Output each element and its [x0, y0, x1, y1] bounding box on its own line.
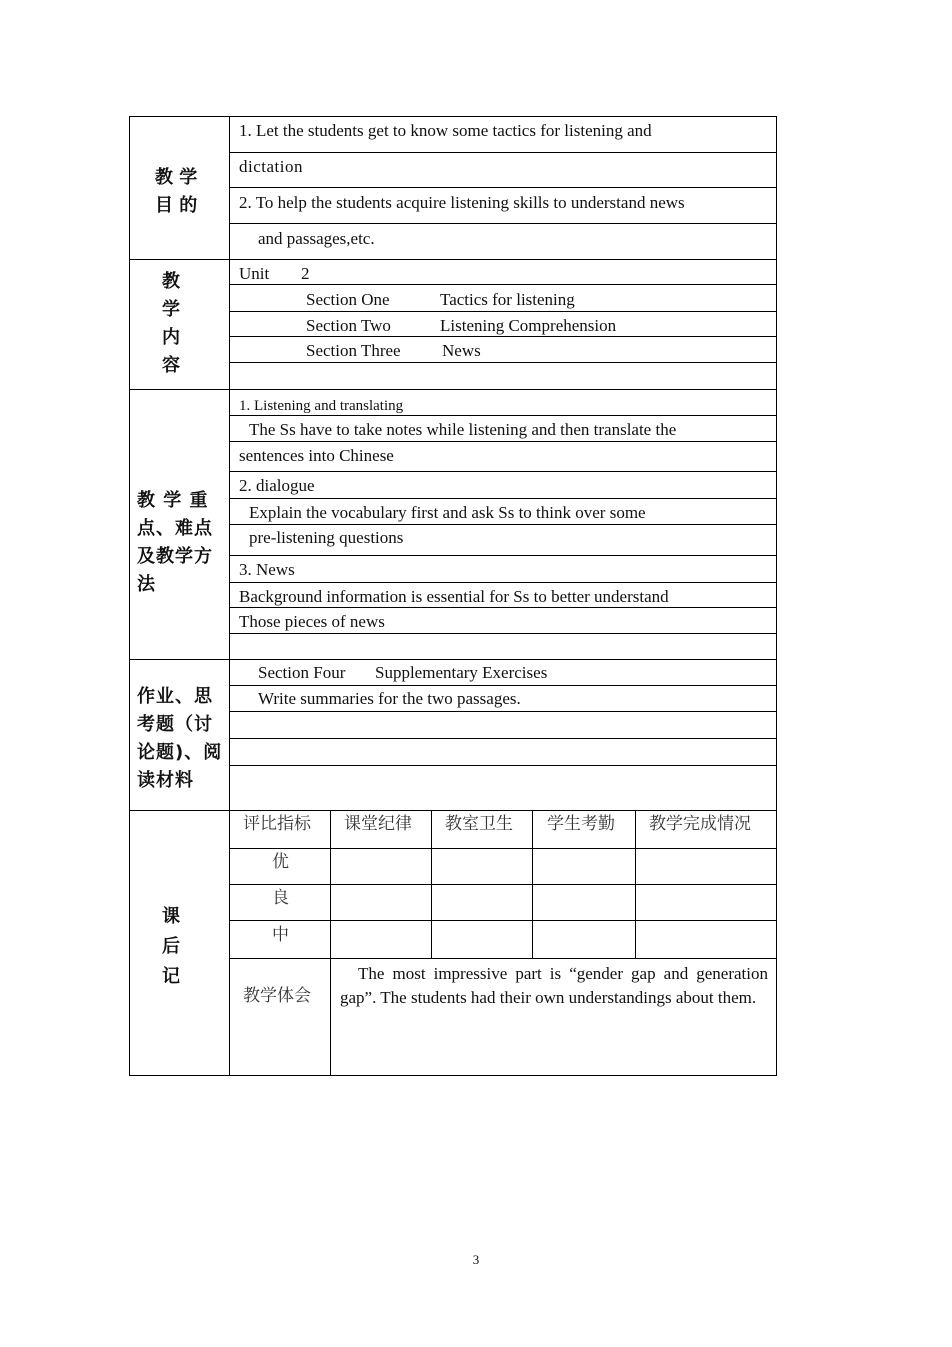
objective-line: and passages,etc.	[258, 229, 375, 248]
method-line: 3. News	[239, 560, 295, 579]
section-divider	[129, 389, 777, 390]
homework-title: Supplementary Exercises	[375, 663, 548, 682]
eval-grade: 优	[272, 852, 289, 872]
section-divider	[129, 810, 777, 811]
eval-header: 学生考勤	[547, 814, 615, 834]
row-divider	[229, 765, 777, 766]
eval-header: 评比指标	[243, 814, 311, 834]
page-number: 3	[472, 1252, 480, 1267]
grid-line	[431, 810, 432, 958]
row-divider	[229, 738, 777, 739]
homework-section: Section Four	[258, 663, 346, 682]
row-divider	[229, 336, 777, 337]
eval-grade: 良	[272, 888, 289, 908]
unit-number: 2	[301, 264, 310, 283]
eval-header: 教学完成情况	[649, 814, 751, 834]
grid-line	[532, 810, 533, 958]
section-name: Section One	[306, 290, 390, 309]
row-divider	[229, 607, 777, 608]
section-name: Section Three	[306, 341, 401, 360]
row-divider	[229, 555, 777, 556]
content-label: 教 学 内 容	[162, 271, 180, 376]
row-divider	[229, 441, 777, 442]
section-title: News	[442, 341, 481, 360]
grid-line	[330, 810, 331, 1076]
objective-line: 2. To help the students acquire listening skills to understand news	[239, 193, 685, 212]
grid-line	[229, 848, 777, 849]
reflection-text: The most impressive part is “gender gap and generation gap”. The students had their own understandings about them.	[340, 964, 768, 1007]
row-divider	[229, 311, 777, 312]
section-title: Listening Comprehension	[440, 316, 617, 335]
row-divider	[229, 187, 777, 188]
method-line: Background information is essential for Ss to better understand	[239, 587, 669, 606]
method-line: The Ss have to take notes while listening and then translate the	[249, 420, 677, 439]
grid-line	[229, 920, 777, 921]
section-divider	[129, 259, 777, 260]
section-title: Tactics for listening	[440, 290, 575, 309]
row-divider	[229, 223, 777, 224]
reflection-label: 教学体会	[243, 986, 311, 1006]
methods-label: 教 学 重 点、难点 及教学方 法	[137, 490, 213, 595]
column-divider	[229, 116, 230, 1076]
grid-line	[635, 810, 636, 958]
section-divider	[129, 659, 777, 660]
objective-line: dictation	[239, 157, 303, 176]
method-line: 2. dialogue	[239, 476, 315, 495]
eval-grade: 中	[272, 925, 289, 945]
method-line: Explain the vocabulary first and ask Ss to think over some	[249, 503, 646, 522]
eval-header: 教室卫生	[445, 814, 513, 834]
row-divider	[229, 711, 777, 712]
method-line: pre-listening questions	[249, 528, 404, 547]
afterclass-label: 课 后 记	[162, 906, 180, 987]
row-divider	[229, 498, 777, 499]
objectives-label: 教 学 目 的	[155, 167, 198, 216]
unit-label: Unit	[239, 264, 270, 283]
row-divider	[229, 685, 777, 686]
eval-header: 课堂纪律	[344, 814, 412, 834]
grid-line	[229, 884, 777, 885]
row-divider	[229, 582, 777, 583]
method-line: Those pieces of news	[239, 612, 385, 631]
homework-line: Write summaries for the two passages.	[258, 689, 521, 708]
row-divider	[229, 284, 777, 285]
method-line: sentences into Chinese	[239, 446, 394, 465]
row-divider	[229, 471, 777, 472]
row-divider	[229, 524, 777, 525]
section-name: Section Two	[306, 316, 391, 335]
homework-label: 作业、思 考题（讨 论题)、阅 读材料	[137, 686, 223, 791]
method-line: 1. Listening and translating	[239, 398, 404, 414]
row-divider	[229, 152, 777, 153]
grid-line	[229, 958, 777, 959]
row-divider	[229, 633, 777, 634]
row-divider	[229, 362, 777, 363]
objective-line: 1. Let the students get to know some tactics for listening and	[239, 121, 652, 140]
